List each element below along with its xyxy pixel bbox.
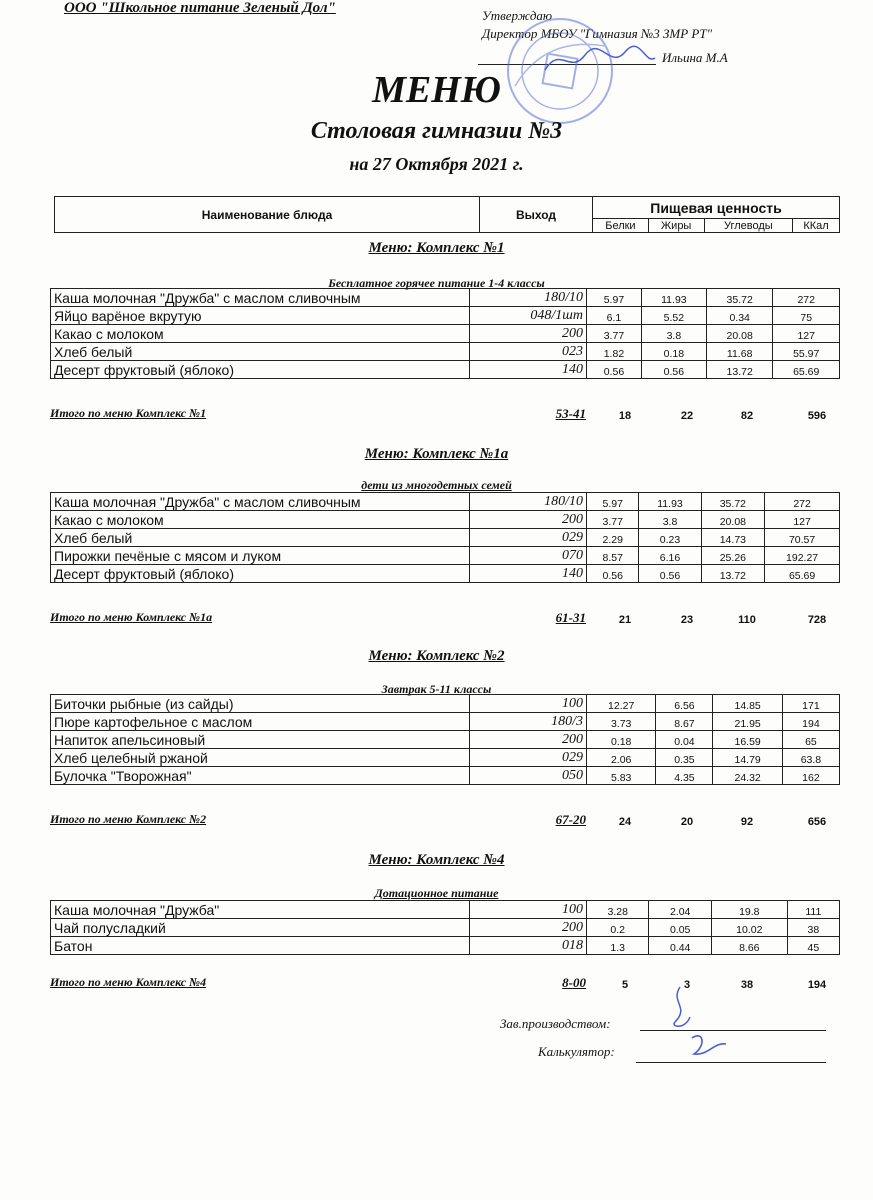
dish-name: Хлеб целебный ржаной: [51, 749, 470, 767]
fats-value: 4.35: [656, 767, 713, 785]
calculator-signature: [684, 1026, 734, 1066]
dish-output: 140: [470, 565, 587, 583]
kcal-value: 171: [782, 695, 839, 713]
col-output: Выход: [480, 197, 593, 233]
col-proteins: Белки: [593, 219, 649, 233]
dish-name: Какао с молоком: [51, 325, 470, 343]
fats-value: 0.18: [641, 343, 706, 361]
fats-value: 8.67: [656, 713, 713, 731]
organization-name: ООО "Школьное питание Зеленый Дол": [64, 0, 336, 16]
kcal-value: 55.97: [773, 343, 840, 361]
dish-output: 100: [470, 901, 587, 919]
carbs-value: 8.66: [711, 937, 787, 955]
dish-output: 200: [470, 919, 587, 937]
kcal-value: 75: [773, 307, 840, 325]
fats-value: 2.04: [649, 901, 711, 919]
fats-value: 6.16: [639, 547, 701, 565]
proteins-value: 12.27: [587, 695, 656, 713]
fats-value: 0.04: [656, 731, 713, 749]
total-label: Итого по меню Комплекс №1: [50, 406, 207, 420]
proteins-value: 0.56: [587, 361, 642, 379]
total-label: Итого по меню Комплекс №1а: [50, 610, 213, 624]
total-label: Итого по меню Комплекс №2: [50, 812, 207, 826]
page-title: МЕНЮ: [372, 69, 501, 111]
proteins-value: 3.28: [587, 901, 649, 919]
table-row: [51, 731, 840, 749]
fats-value: 0.05: [649, 919, 711, 937]
table-row: [51, 289, 840, 307]
fats-value: 0.23: [639, 529, 701, 547]
director-title: Директор МБОУ "Гимназия №3 ЗМР РТ": [482, 26, 713, 41]
dish-output: 018: [470, 937, 587, 955]
carbs-value: 16.59: [713, 731, 782, 749]
kcal-value: 127: [765, 511, 840, 529]
section-subtitle: Дотационное питание: [374, 886, 499, 900]
proteins-value: 3.77: [587, 511, 639, 529]
total-kcal: 596: [807, 410, 827, 422]
dish-name: Десерт фруктовый (яблоко): [51, 565, 470, 583]
proteins-value: 0.18: [587, 731, 656, 749]
menu-table: [50, 694, 840, 785]
table-row: [51, 361, 840, 379]
proteins-value: 3.73: [587, 713, 656, 731]
kcal-value: 111: [787, 901, 839, 919]
col-kcal: ККал: [793, 219, 840, 233]
director-name: Ильина М.А: [662, 50, 728, 65]
kcal-value: 45: [787, 937, 839, 955]
proteins-value: 8.57: [587, 547, 639, 565]
fats-value: 0.56: [639, 565, 701, 583]
dish-name: Напиток апельсиновый: [51, 731, 470, 749]
total-output: 53-41: [555, 406, 586, 421]
fats-value: 11.93: [641, 289, 706, 307]
dish-name: Десерт фруктовый (яблоко): [51, 361, 470, 379]
dish-output: 023: [470, 343, 587, 361]
carbs-value: 25.26: [701, 547, 765, 565]
dish-name: Биточки рыбные (из сайды): [51, 695, 470, 713]
table-row: [51, 713, 840, 731]
section-title: Меню: Комплекс №1: [368, 240, 505, 256]
section-subtitle: Завтрак 5-11 классы: [381, 682, 492, 696]
carbs-value: 19.8: [711, 901, 787, 919]
dish-output: 050: [470, 767, 587, 785]
production-head-label: Зав.производством:: [500, 1016, 611, 1031]
calculator-label: Калькулятор:: [538, 1044, 615, 1059]
total-carbs: 38: [740, 979, 754, 991]
fats-value: 0.35: [656, 749, 713, 767]
col-nutrition: Пищевая ценность: [593, 197, 840, 219]
proteins-value: 5.97: [587, 493, 639, 511]
proteins-value: 0.2: [587, 919, 649, 937]
carbs-value: 14.85: [713, 695, 782, 713]
col-dish: Наименование блюда: [55, 197, 480, 233]
dish-name: Яйцо варёное вкрутую: [51, 307, 470, 325]
section-title: Меню: Комплекс №1а: [364, 446, 509, 462]
total-carbs: 92: [740, 816, 754, 828]
menu-table: [50, 900, 840, 955]
fats-value: 3.8: [639, 511, 701, 529]
proteins-value: 1.3: [587, 937, 649, 955]
fats-value: 6.56: [656, 695, 713, 713]
dish-name: Каша молочная "Дружба": [51, 901, 470, 919]
dish-output: 180/10: [470, 493, 587, 511]
kcal-value: 65.69: [773, 361, 840, 379]
dish-output: 029: [470, 529, 587, 547]
kcal-value: 63.8: [782, 749, 839, 767]
dish-name: Пюре картофельное с маслом: [51, 713, 470, 731]
section-subtitle: дети из многодетных семей: [361, 478, 512, 492]
menu-table: [50, 492, 840, 583]
section-title: Меню: Комплекс №2: [368, 648, 505, 664]
col-fats: Жиры: [648, 219, 704, 233]
dish-output: 029: [470, 749, 587, 767]
menu-table: [50, 288, 840, 379]
table-row: [51, 565, 840, 583]
table-row: [51, 749, 840, 767]
carbs-value: 0.34: [706, 307, 773, 325]
dish-output: 070: [470, 547, 587, 565]
dish-output: 200: [470, 731, 587, 749]
kcal-value: 127: [773, 325, 840, 343]
total-label: Итого по меню Комплекс №4: [50, 975, 207, 989]
table-row: [51, 307, 840, 325]
page-subtitle: Столовая гимназии №3: [310, 118, 563, 144]
dish-name: Каша молочная "Дружба" с маслом сливочным: [51, 289, 470, 307]
dish-name: Какао с молоком: [51, 511, 470, 529]
fats-value: 0.56: [641, 361, 706, 379]
total-proteins: 21: [618, 614, 632, 626]
dish-output: 180/3: [470, 713, 587, 731]
fats-value: 0.44: [649, 937, 711, 955]
dish-name: Батон: [51, 937, 470, 955]
dish-output: 200: [470, 325, 587, 343]
total-output: 8-00: [562, 975, 586, 990]
approve-label: Утверждаю: [482, 8, 553, 23]
kcal-value: 65: [782, 731, 839, 749]
dish-name: Хлеб белый: [51, 529, 470, 547]
proteins-value: 2.06: [587, 749, 656, 767]
fats-value: 5.52: [641, 307, 706, 325]
total-proteins: 18: [618, 410, 632, 422]
proteins-value: 5.97: [587, 289, 642, 307]
total-kcal: 728: [807, 614, 827, 626]
total-proteins: 5: [621, 979, 629, 991]
proteins-value: 5.83: [587, 767, 656, 785]
col-carbs: Углеводы: [704, 219, 793, 233]
carbs-value: 13.72: [701, 565, 765, 583]
total-output: 67-20: [555, 812, 586, 827]
carbs-value: 20.08: [701, 511, 765, 529]
proteins-value: 1.82: [587, 343, 642, 361]
proteins-value: 6.1: [587, 307, 642, 325]
carbs-value: 20.08: [706, 325, 773, 343]
proteins-value: 3.77: [587, 325, 642, 343]
dish-name: Булочка "Творожная": [51, 767, 470, 785]
fats-value: 3.8: [641, 325, 706, 343]
section-title: Меню: Комплекс №4: [368, 852, 505, 868]
total-output: 61-31: [555, 610, 586, 625]
table-row: [51, 343, 840, 361]
kcal-value: 192.27: [765, 547, 840, 565]
dish-output: 200: [470, 511, 587, 529]
carbs-value: 35.72: [706, 289, 773, 307]
dish-name: Каша молочная "Дружба" с маслом сливочным: [51, 493, 470, 511]
carbs-value: 14.79: [713, 749, 782, 767]
total-carbs: 110: [738, 614, 756, 626]
carbs-value: 21.95: [713, 713, 782, 731]
proteins-value: 0.56: [587, 565, 639, 583]
carbs-value: 11.68: [706, 343, 773, 361]
carbs-value: 24.32: [713, 767, 782, 785]
table-header: [54, 196, 840, 233]
fats-value: 11.93: [639, 493, 701, 511]
table-row: [51, 919, 840, 937]
table-row: [51, 901, 840, 919]
kcal-value: 272: [773, 289, 840, 307]
table-row: [51, 695, 840, 713]
carbs-value: 13.72: [706, 361, 773, 379]
total-kcal: 656: [807, 816, 827, 828]
dish-name: Пирожки печёные с мясом и луком: [51, 547, 470, 565]
kcal-value: 194: [782, 713, 839, 731]
kcal-value: 38: [787, 919, 839, 937]
kcal-value: 70.57: [765, 529, 840, 547]
table-row: [51, 493, 840, 511]
proteins-value: 2.29: [587, 529, 639, 547]
dish-output: 180/10: [470, 289, 587, 307]
table-row: [51, 547, 840, 565]
table-row: [51, 511, 840, 529]
table-row: [51, 529, 840, 547]
kcal-value: 272: [765, 493, 840, 511]
dish-output: 048/1шт: [470, 307, 587, 325]
carbs-value: 35.72: [701, 493, 765, 511]
kcal-value: 162: [782, 767, 839, 785]
total-kcal: 194: [807, 979, 827, 991]
total-fats: 22: [680, 410, 694, 422]
total-proteins: 24: [618, 816, 632, 828]
table-row: [51, 325, 840, 343]
dish-output: 100: [470, 695, 587, 713]
table-row: [51, 937, 840, 955]
production-head-signature: [660, 982, 700, 1032]
dish-name: Хлеб белый: [51, 343, 470, 361]
total-carbs: 82: [740, 410, 754, 422]
carbs-value: 10.02: [711, 919, 787, 937]
section-subtitle: Бесплатное горячее питание 1-4 классы: [328, 276, 545, 290]
table-row: [51, 767, 840, 785]
total-fats: 23: [680, 614, 694, 626]
total-fats: 3: [683, 979, 691, 991]
carbs-value: 14.73: [701, 529, 765, 547]
dish-name: Чай полусладкий: [51, 919, 470, 937]
total-fats: 20: [680, 816, 694, 828]
dish-output: 140: [470, 361, 587, 379]
kcal-value: 65.69: [765, 565, 840, 583]
menu-date: на 27 Октября 2021 г.: [349, 154, 524, 174]
